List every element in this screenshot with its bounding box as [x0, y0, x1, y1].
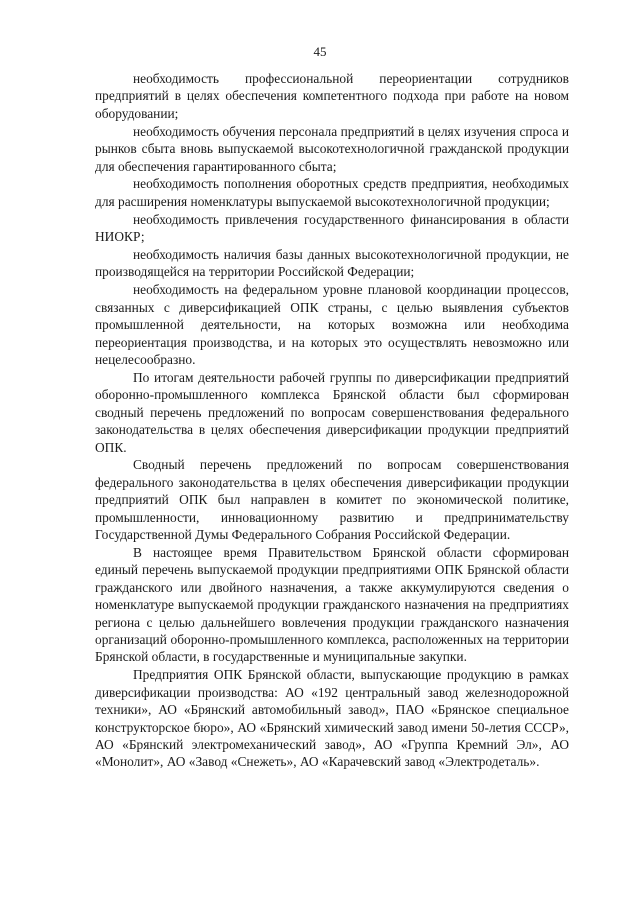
paragraph: необходимость на федеральном уровне плановой координации процессов, связанных с диверсификацией ОПК страны, с целью выявления субъектов промышленной деятельности, на которых возможна или необходима переориентация производства, и на которых это осуществлять невозможно или нецелесообразно.: [95, 282, 569, 367]
paragraph: необходимость профессиональной переориентации сотрудников предприятий в целях обеспечения компетентного подхода при работе на новом оборудовании;: [95, 71, 569, 121]
paragraph: необходимость пополнения оборотных средств предприятия, необходимых для расширения номенклатуры выпускаемой высокотехнологичной продукции;: [95, 176, 569, 209]
paragraph: Сводный перечень предложений по вопросам совершенствования федерального законодательства в целях обеспечения диверсификации продукции предприятий ОПК был направлен в комитет по экономической политике, промышленности, инновационному развитию и предпринимательству Государственной Думы Федерального Собрания Российской Федерации.: [95, 457, 569, 543]
paragraph: необходимость привлечения государственного финансирования в области НИОКР;: [95, 211, 569, 245]
page-number: 45: [313, 44, 327, 59]
paragraph: По итогам деятельности рабочей группы по диверсификации предприятий оборонно-промышленного комплекса Брянской области был сформирован сводный перечень предложений по вопросам совершенствования федерального законодательства в целях обеспечения диверсификации продукции предприятий ОПК.: [95, 369, 569, 455]
paragraph: В настоящее время Правительством Брянской области сформирован единый перечень выпускаемой продукции предприятиями ОПК Брянской области гражданского или двойного назначения, а также аккумулируются сведения о номенклатуре выпускаемой продукции гражданского назначения на предприятиях региона с целью дальнейшего вовлечения продукции гражданского назначения организаций оборонно-промышленного комплекса, расположенных на территории Брянской области, в государственные и муниципальные закупки.: [95, 544, 569, 665]
paragraph: необходимость обучения персонала предприятий в целях изучения спроса и рынков сбыта вновь выпускаемой высокотехнологичной гражданской продукции для обеспечения гарантированного сбыта;: [95, 123, 569, 174]
paragraph: необходимость наличия базы данных высокотехнологичной продукции, не производящейся на территории Российской Федерации;: [95, 247, 569, 280]
paragraph: Предприятия ОПК Брянской области, выпускающие продукцию в рамках диверсификации производства: АО «192 центральный завод железнодорожной техники», АО «Брянский автомобильный завод», ПАО «Брянское специальное конструкторское бюро», АО «Брянский химический завод имени 50-летия СССР», АО «Брянский электромеханический завод», АО «Группа Кремний Эл», АО «Монолит», АО «Завод «Снежеть», АО «Карачевский завод «Электродеталь».: [95, 667, 569, 770]
document-body: [95, 70, 569, 771]
